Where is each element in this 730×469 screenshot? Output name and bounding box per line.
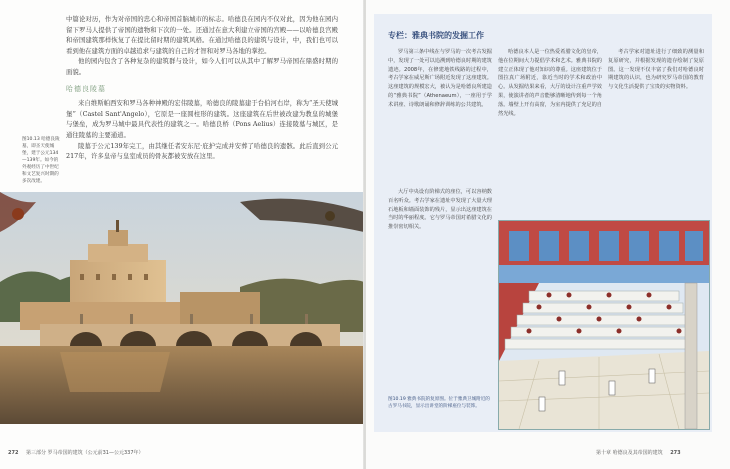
paragraph: 来自维斯帕西安和罗马各种神殿的宏伟陵墓，哈德良的陵墓建于台伯河右岸，称为“圣天使城堡”（Castel Sant'Angelo），它原是一座圆柱形的建筑。这座建筑在后世被改建为教皇的城堡与堡垒，成为罗马城中最具代表性的建筑之一。哈德良桥（Pons Aelius）连接陵墓与城区，是通往陵墓的主要通道。 bbox=[66, 99, 338, 139]
section-subhead: 哈德良陵墓 bbox=[66, 84, 106, 93]
sidebar-column-2 bbox=[498, 48, 602, 218]
page-footer bbox=[8, 449, 144, 456]
paragraph: 考古学家对遗址进行了细致的测量和复原研究，并根据发现的遗存绘制了复原图。这一发现不仅丰富了我们对哈德良时期建筑的认识，也为研究罗马帝国的教育与文化生活提供了宝贵的实物资料。 bbox=[608, 49, 704, 91]
paragraph: 哈德良本人是一位热爱希腊文化的皇帝，他在位期间大力提倡学术和艺术。雅典书院的建立正体现了他对知识的尊重。这座建筑位于图拉真广场附近，靠近当时的学术和政治中心。从发掘结果来看，大厅的设计注重声学效果，使演讲者的声音能够清晰地传到每一个角落。墙壁上开有高窗，为室内提供了充足的自然光线。 bbox=[498, 49, 602, 117]
sidebar-column-1 bbox=[388, 48, 492, 110]
paragraph: 陵墓于公元139年完工，由其继任者安东尼·庇护完成并安葬了哈德良的遗骸。此后直到公元217年，许多皇帝与皇室成员的骨灰都被安放在这里。 bbox=[66, 141, 338, 161]
sidebar-column-3 bbox=[608, 48, 704, 92]
sidebar-column-1b bbox=[388, 188, 492, 232]
running-head: 第三部分 罗马帝国的建筑（公元前31—公元337年） bbox=[26, 450, 144, 456]
body-text bbox=[66, 14, 338, 162]
page-number: 272 bbox=[8, 450, 19, 456]
sidebar-title: 专栏：雅典书院的发掘工作 bbox=[388, 31, 484, 40]
right-page bbox=[366, 0, 730, 469]
page-footer bbox=[596, 449, 681, 456]
reconstruction-drawing bbox=[499, 221, 709, 429]
photo-illustration bbox=[0, 192, 364, 424]
running-head: 第十章 哈德良及其帝国的建筑 bbox=[596, 450, 663, 456]
paragraph: 大厅中央设有阶梯式的座位，可以容纳数百名听众。考古学家在遗址中发现了大量大理石地板和墙面装饰的残片，显示出这座建筑在当时的华丽程度。它与罗马帝国对希腊文化的推崇密切相关。 bbox=[388, 189, 492, 231]
castel-santangelo-photo bbox=[0, 192, 364, 424]
paragraph: 中篇论对历，作为对帝国的忠心和帝国首脑城市的标志。哈德良在园内不仅对此，因为他在园内留下罗马人提供了帝国的遗物和下次的一处。还通过在意大利建立帝国的宫殿——以哈德良宫殿和帝国建筑那样恢复了在提比留时期的建筑风格。在通过哈德良的建筑与设计，中，我们也可以看到他在建筑方面的卓越追求与建筑的自己的才智和对罗马各地的掌控。 bbox=[66, 15, 338, 55]
illustration-caption: 图10.19 雅典书院的复原图。位于雅典卫城附近的古罗马书院，显示出讲堂的阶梯座位与装饰。 bbox=[388, 397, 490, 409]
athenaeum-reconstruction-illustration bbox=[498, 220, 710, 430]
paragraph: 他的园内包含了各种复杂的建筑群与设计，如今人们可以从其中了解罗马帝国在鼎盛时期的面貌。 bbox=[66, 57, 338, 76]
paragraph: 罗马第三条中线在与罗马的一次考古发掘中，发现了一处可以追溯到哈德良时期的建筑遗迹。2008年，在修建地铁线路的过程中，考古学家在威尼斯广场附近发现了这座建筑。这座建筑的规模宏大，被认为是哈德良所建造的“雅典书院”（Athenaeum），一座用于学术讲座、诗歌朗诵和修辞训练的公共建筑。 bbox=[388, 49, 492, 108]
page-number: 273 bbox=[670, 450, 681, 456]
figure-caption: 图10.13 哈德良陵墓，即圣天使城堡，建于公元134—139年。如今的外观经历了中世纪和文艺复兴时期的多次改建。 bbox=[22, 137, 60, 184]
left-page bbox=[0, 0, 364, 469]
